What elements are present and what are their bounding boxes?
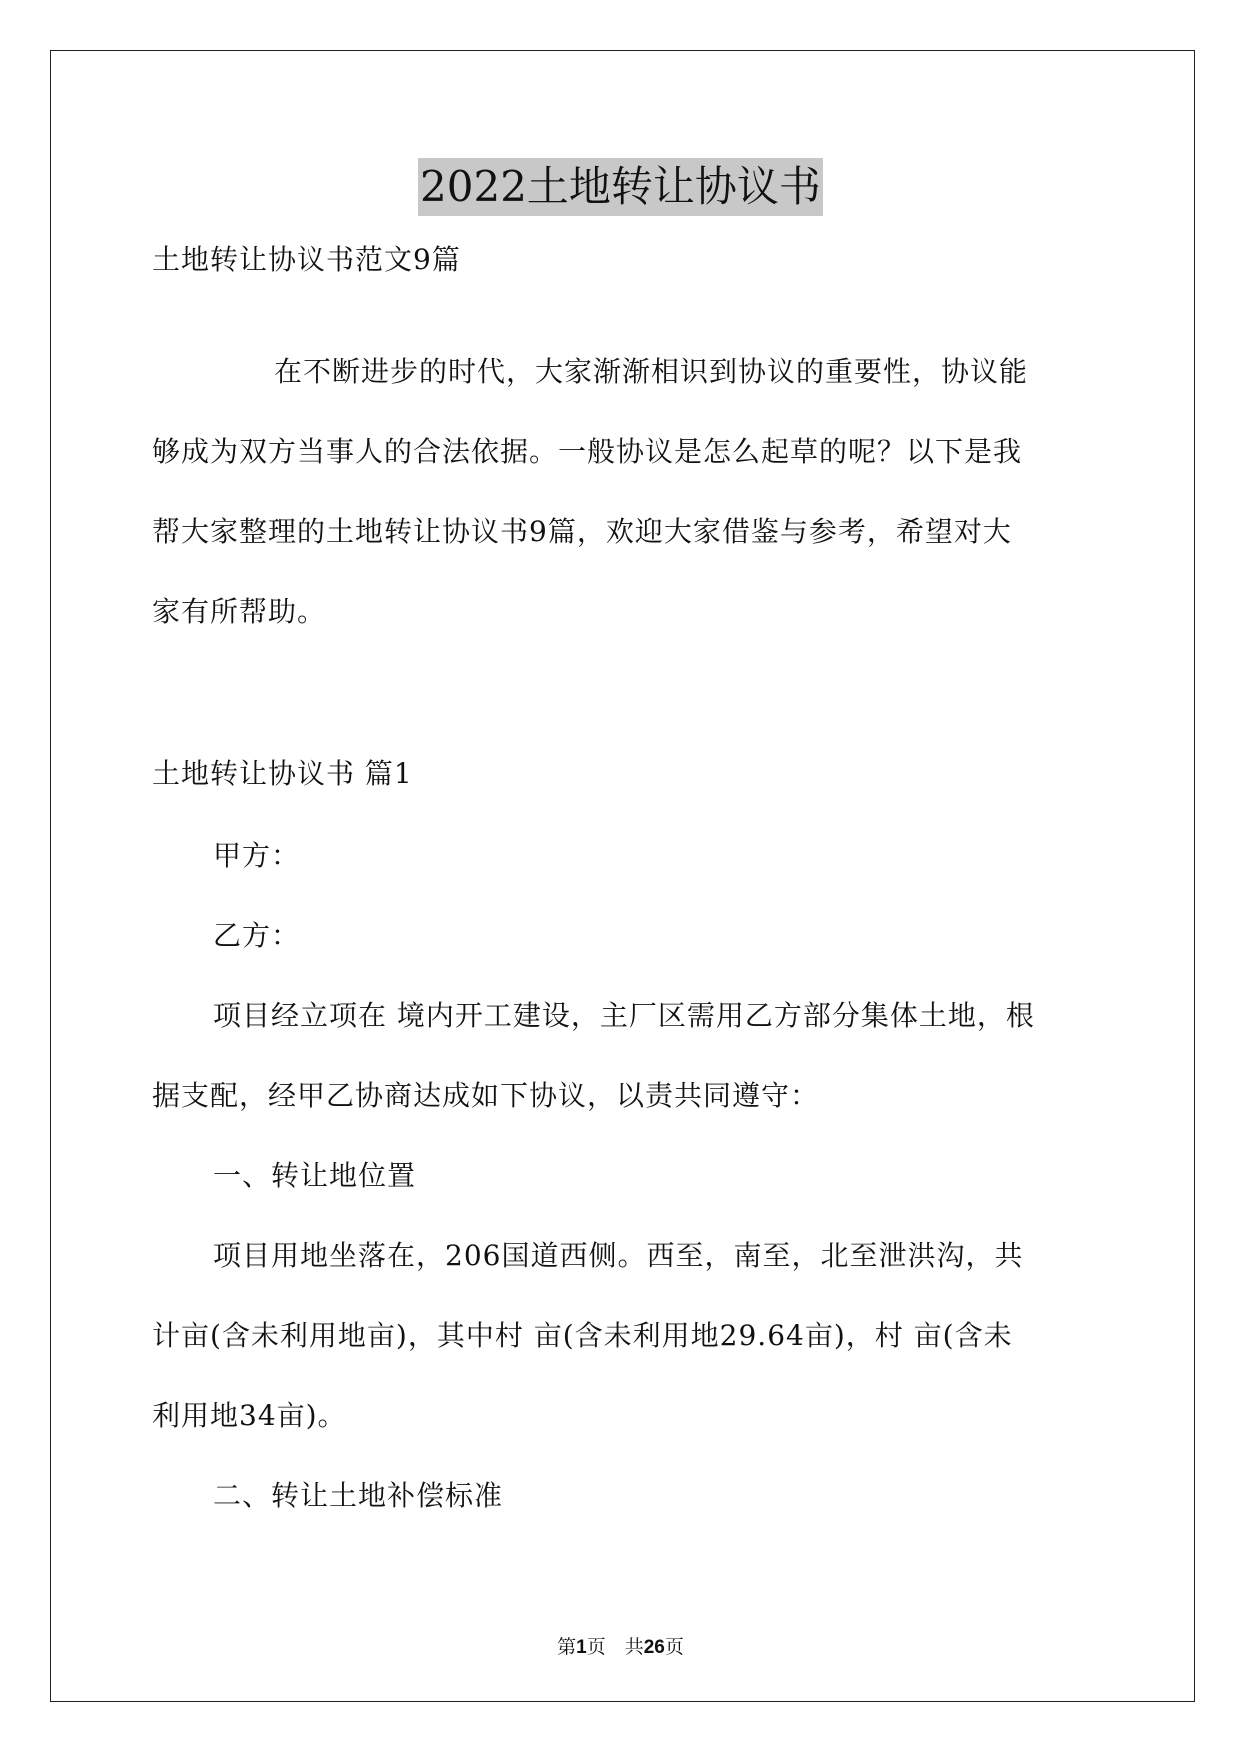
project-line-1: 项目经立项在 境内开工建设，主厂区需用乙方部分集体土地，根: [213, 999, 1035, 1032]
clause-1-line-3: 利用地34亩)。: [152, 1399, 347, 1432]
clause-1-line-2: 计亩(含未利用地亩)，其中村 亩(含未利用地29.64亩)，村 亩(含未: [152, 1319, 1013, 1352]
intro-line-1: 在不断进步的时代，大家渐渐相识到协议的重要性，协议能: [274, 355, 1029, 388]
footer-prefix: 第: [557, 1636, 577, 1658]
footer-current-page: 1: [576, 1637, 587, 1658]
section-heading: 土地转让协议书 篇1: [152, 757, 413, 790]
intro-line-4: 家有所帮助。: [152, 595, 327, 628]
party-b-label: 乙方：: [213, 919, 301, 952]
document-subtitle: 土地转让协议书范文9篇: [152, 243, 461, 276]
document-title: 2022土地转让协议书: [418, 158, 823, 216]
project-line-2: 据支配，经甲乙协商达成如下协议，以责共同遵守：: [152, 1079, 820, 1112]
title-container: [0, 158, 1241, 216]
intro-line-2: 够成为双方当事人的合法依据。一般协议是怎么起草的呢？以下是我: [152, 435, 1023, 468]
footer-middle: 页 共: [586, 1636, 644, 1658]
clause-1-heading: 一、转让地位置: [213, 1159, 417, 1192]
clause-2-heading: 二、转让土地补偿标准: [213, 1479, 504, 1512]
footer-suffix: 页: [664, 1636, 684, 1658]
page-border: [50, 50, 1195, 1702]
party-a-label: 甲方：: [213, 839, 301, 872]
footer-total-pages: 26: [643, 1637, 665, 1658]
intro-line-3: 帮大家整理的土地转让协议书9篇，欢迎大家借鉴与参考，希望对大: [152, 515, 1012, 548]
clause-1-line-1: 项目用地坐落在，206国道西侧。西至，南至，北至泄洪沟，共: [213, 1239, 1024, 1272]
page-footer: [0, 1634, 1241, 1661]
